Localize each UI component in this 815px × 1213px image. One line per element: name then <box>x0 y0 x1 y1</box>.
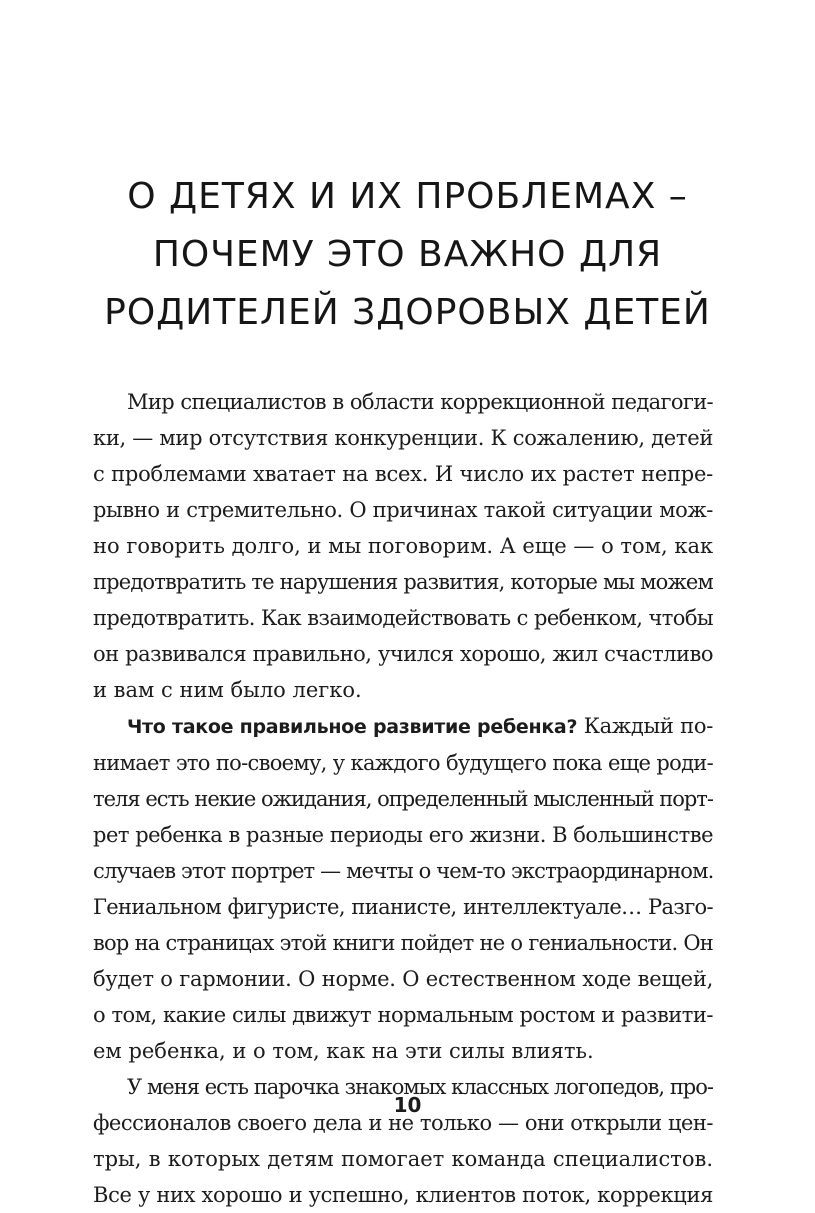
body-text <box>93 384 713 1213</box>
paragraph <box>93 708 713 1069</box>
text-line <box>93 708 713 745</box>
text-line: У меня есть парочка знакомых классных логопедов, про- <box>127 1075 713 1099</box>
text-line: ем ребенка, и о том, как на эти силы влиять. <box>93 1039 594 1063</box>
text-line: Мир специалистов в области коррекционной педагоги- <box>127 390 713 414</box>
text-line: фессионалов своего дела и не только — они открыли цен- <box>93 1111 713 1135</box>
text-line: будет о гармонии. О норме. О естественном ходе вещей, <box>93 967 713 991</box>
text-fragment: Каждый по- <box>577 714 713 738</box>
chapter-title-line: ПОЧЕМУ ЭТО ВАЖНО ДЛЯ <box>152 234 663 275</box>
text-line: случаев этот портрет — мечты о чем-то экстраординарном. <box>93 859 713 883</box>
bold-lead-question: Что такое правильное развитие ребенка? <box>127 716 578 738</box>
text-line: теля есть некие ожидания, определенный мысленный порт- <box>93 787 713 811</box>
text-line: Гениальном фигуристе, пианисте, интеллектуале… Разго- <box>93 895 713 919</box>
text-line: рывно и стремительно. О причинах такой ситуации мож- <box>93 498 713 522</box>
text-line: тры, в которых детям помогает команда специалистов. <box>93 1147 713 1171</box>
text-line: ки, — мир отсутствия конкуренции. К сожалению, детей <box>93 426 713 450</box>
text-line: Все у них хорошо и успешно, клиентов поток, коррекция <box>93 1183 713 1207</box>
text-line: рет ребенка в разные периоды его жизни. В большинстве <box>93 823 713 847</box>
text-line: о том, какие силы движут нормальным ростом и развити- <box>93 1003 713 1027</box>
chapter-title-line: РОДИТЕЛЕЙ ЗДОРОВЫХ ДЕТЕЙ <box>104 292 711 333</box>
paragraph <box>93 1069 713 1213</box>
text-line: вор на страницах этой книги пойдет не о гениальности. Он <box>93 931 713 955</box>
chapter-title-line: О ДЕТЯХ И ИХ ПРОБЛЕМАХ – <box>127 176 688 217</box>
page-number: 10 <box>393 1093 422 1117</box>
text-line: предотвратить. Как взаимодействовать с ребенком, чтобы <box>93 606 713 630</box>
text-line: предотвратить те нарушения развития, которые мы можем <box>93 570 713 594</box>
paragraph <box>93 384 713 708</box>
chapter-title <box>60 168 755 342</box>
text-line: и вам с ним было легко. <box>93 678 362 702</box>
text-line: с проблемами хватает на всех. И число их растет непре- <box>93 462 713 486</box>
text-line: он развивался правильно, учился хорошо, жил счастливо <box>93 642 713 666</box>
text-line: нимает это по-своему, у каждого будущего пока еще роди- <box>93 751 713 775</box>
text-line: но говорить долго, и мы поговорим. А еще — о том, как <box>93 534 713 558</box>
